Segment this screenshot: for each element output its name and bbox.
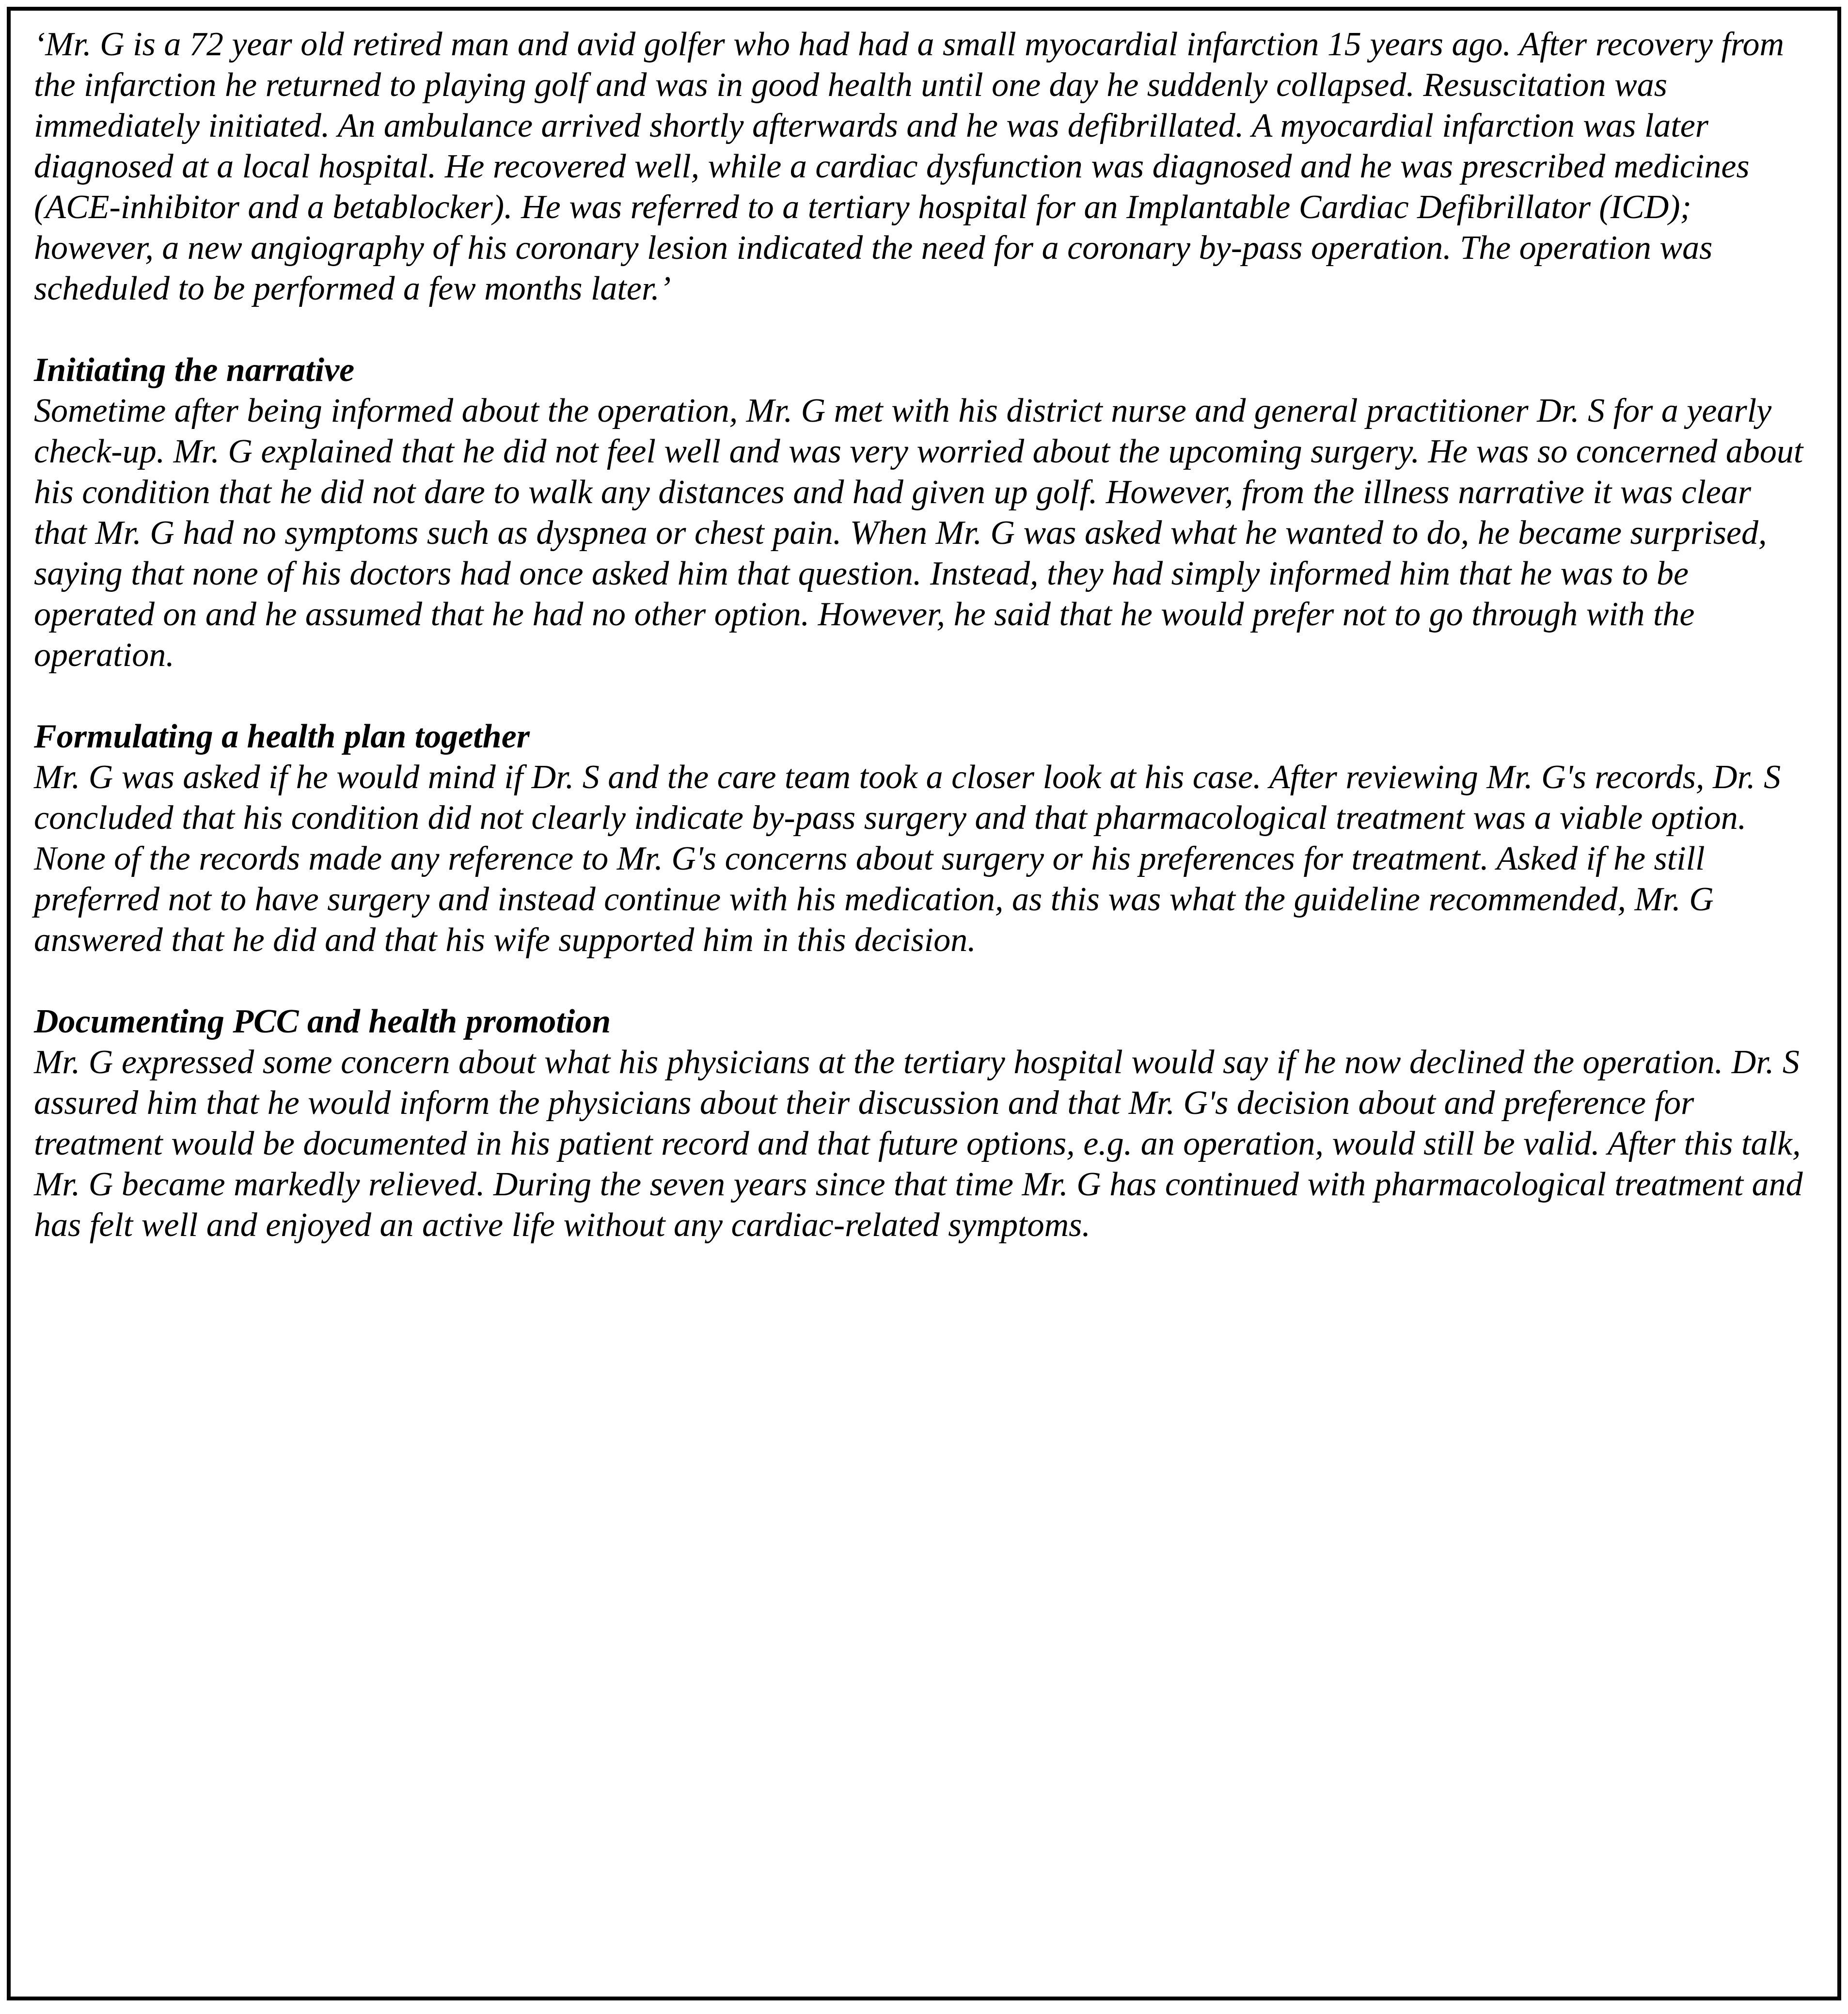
- section-body: Mr. G was asked if he would mind if Dr. S and the care team took a closer look at his case. After reviewing Mr. G's records, Dr. S concluded that his condition did not clearly indicate by-pass surgery and that pharmacological treatment was a viable option. None of the records made any reference to Mr. G's concerns about surgery or his preferences for treatment. Asked if he still preferred not to have surgery and instead continue with his medication, as this was what the guideline recommended, Mr. G answered that he did and that his wife supported him in this decision.: [34, 759, 1781, 959]
- section-initiating-the-narrative: [34, 350, 1808, 676]
- case-study-box: [7, 7, 1841, 2000]
- section-heading: Formulating a health plan together: [34, 718, 530, 755]
- section-body: Sometime after being informed about the operation, Mr. G met with his district nurse and general practitioner Dr. S for a yearly check-up. Mr. G explained that he did not feel well and was very worried about the upcoming surgery. He was so concerned about his condition that he did not dare to walk any distances and had given up golf. However, from the illness narrative it was clear that Mr. G had no symptoms such as dyspnea or chest pain. When Mr. G was asked what he wanted to do, he became surprised, saying that none of his doctors had once asked him that question. Instead, they had simply informed him that he was to be operated on and he assumed that he had no other option. However, he said that he would prefer not to go through with the operation.: [34, 392, 1803, 674]
- case-intro-paragraph: ‘Mr. G is a 72 year old retired man and avid golfer who had had a small myocardial infarction 15 years ago. After recovery from the infarction he returned to playing golf and was in good health until one day he suddenly collapsed. Resuscitation was immediately initiated. An ambulance arrived shortly afterwards and he was defibrillated. A myocardial infarction was later diagnosed at a local hospital. He recovered well, while a cardiac dysfunction was diagnosed and he was prescribed medicines (ACE-inhibitor and a betablocker). He was referred to a tertiary hospital for an Implantable Cardiac Defibrillator (ICD); however, a new angiography of his coronary lesion indicated the need for a coronary by-pass operation. The operation was scheduled to be performed a few months later.’: [34, 26, 1785, 307]
- section-heading: Documenting PCC and health promotion: [34, 1003, 611, 1040]
- section-formulating-health-plan: [34, 716, 1808, 961]
- section-body: Mr. G expressed some concern about what his physicians at the tertiary hospital would say if he now declined the operation. Dr. S assured him that he would inform the physicians about their discussion and that Mr. G's decision about and preference for treatment would be documented in his patient record and that future options, e.g. an operation, would still be valid. After this talk, Mr. G became markedly relieved. During the seven years since that time Mr. G has continued with pharmacological treatment and has felt well and enjoyed an active life without any cardiac-related symptoms.: [34, 1044, 1803, 1244]
- section-documenting-pcc: [34, 1001, 1808, 1246]
- section-heading: Initiating the narrative: [34, 351, 355, 389]
